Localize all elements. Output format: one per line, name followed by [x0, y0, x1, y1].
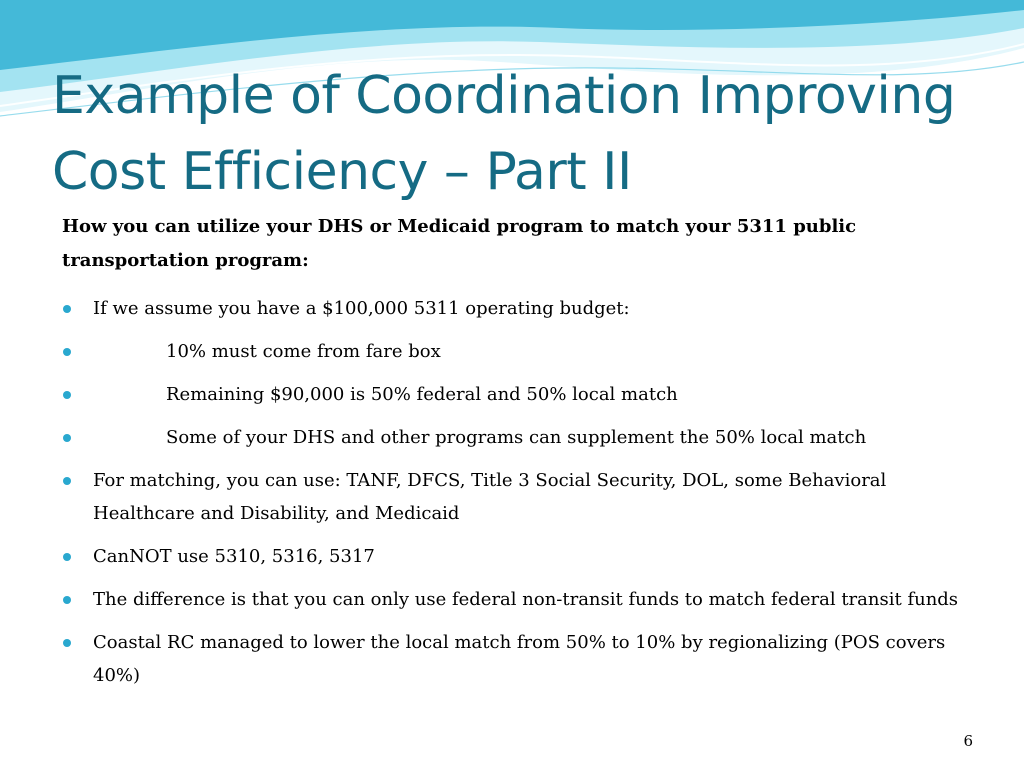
slide-title [52, 58, 1002, 210]
bullet-marker-icon [63, 553, 71, 561]
bullet-text: If we assume you have a $100,000 5311 operating budget: [93, 298, 630, 319]
bullet-marker-icon [63, 391, 71, 399]
bullet-text: The difference is that you can only use federal non-transit funds to match federal transit funds [93, 589, 959, 610]
bullet-text: Some of your DHS and other programs can supplement the 50% local match [166, 427, 867, 448]
bullet-item [62, 540, 962, 573]
bullet-marker-icon [63, 348, 71, 356]
bullet-item [62, 292, 962, 325]
bullet-item [62, 464, 962, 530]
bullet-item [62, 583, 962, 616]
bullet-item [62, 335, 962, 368]
slide-subtitle [62, 210, 962, 278]
bullet-text: Coastal RC managed to lower the local match from 50% to 10% by regionalizing (POS covers 40%) [93, 632, 946, 686]
bullet-marker-icon [63, 305, 71, 313]
bullet-text: For matching, you can use: TANF, DFCS, Title 3 Social Security, DOL, some Behavioral Healthcare and Disability, and Medicaid [93, 470, 887, 524]
bullet-marker-icon [63, 596, 71, 604]
bullet-item [62, 378, 962, 411]
slide-title-line: Example of Coordination Improving [52, 66, 956, 126]
bullet-text: Remaining $90,000 is 50% federal and 50% local match [166, 384, 678, 405]
bullet-marker-icon [63, 639, 71, 647]
bullet-text: CanNOT use 5310, 5316, 5317 [93, 546, 375, 567]
subtitle-line: transportation program: [62, 250, 309, 271]
bullet-marker-icon [63, 477, 71, 485]
bullet-item [62, 421, 962, 454]
bullet-text: 10% must come from fare box [166, 341, 441, 362]
bullet-list [62, 292, 962, 702]
slide-title-line: Cost Efficiency – Part II [52, 142, 632, 202]
page-number: 6 [963, 732, 973, 750]
bullet-item [62, 626, 962, 692]
subtitle-line: How you can utilize your DHS or Medicaid program to match your 5311 public [62, 216, 857, 237]
bullet-marker-icon [63, 434, 71, 442]
